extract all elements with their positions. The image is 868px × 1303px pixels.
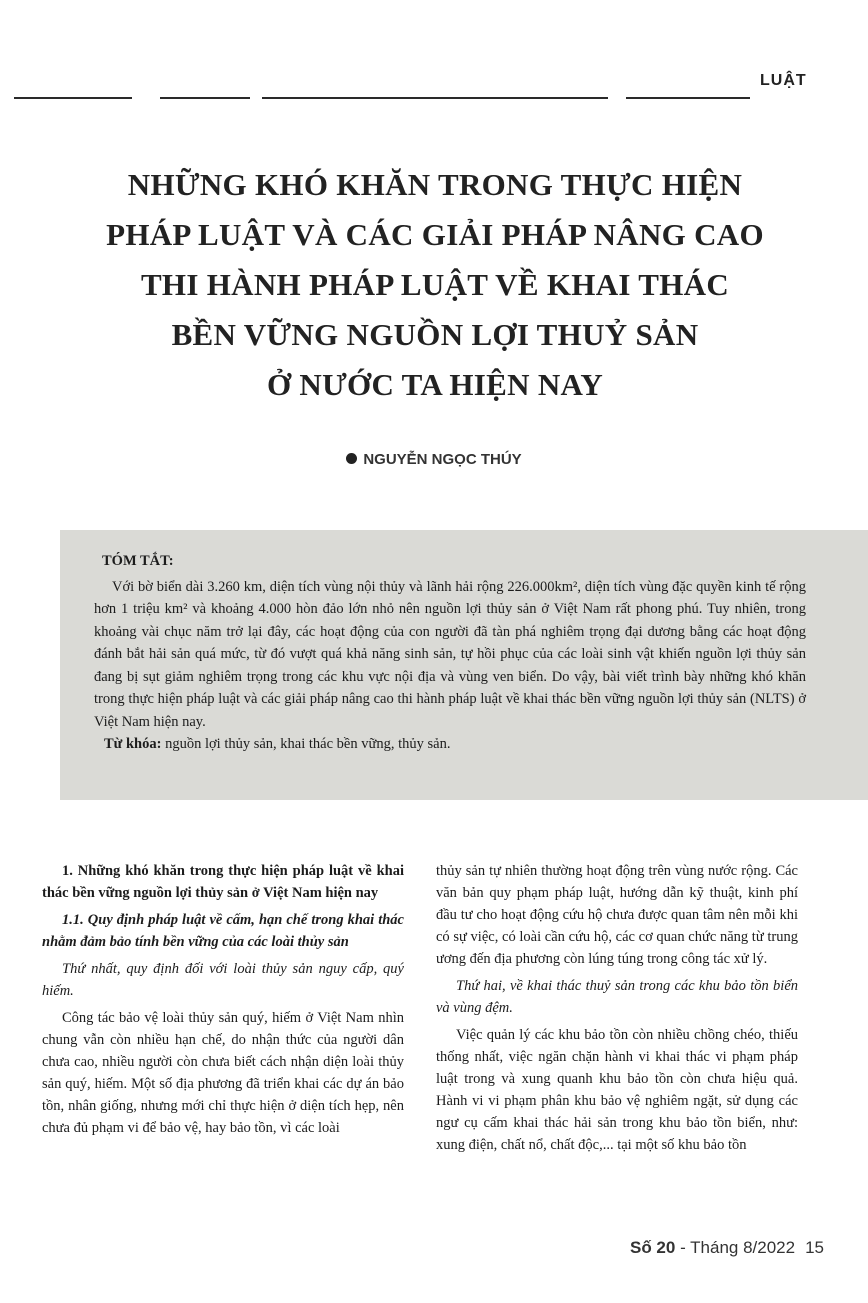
page-footer: [630, 1238, 824, 1258]
title-line: PHÁP LUẬT VÀ CÁC GIẢI PHÁP NÂNG CAO: [106, 217, 764, 252]
page-number: 15: [805, 1238, 824, 1257]
right-column: [436, 860, 798, 1161]
section-heading: 1. Những khó khăn trong thực hiện pháp luật về khai thác bền vững nguồn lợi thủy sản ở Việt Nam hiện nay: [42, 863, 404, 901]
article-title: [40, 160, 830, 410]
body-paragraph: Việc quản lý các khu bảo tồn còn nhiều chồng chéo, thiếu thống nhất, việc ngăn chặn hành vi khai thác vi phạm pháp luật trong và xung quanh khu bảo tồn còn chưa hiệu quả. Hành vi vi phạm phân khu bảo vệ nghiêm ngặt, sử dụng các ngư cụ cấm khai thác hải sản trong khu bảo tồn biển, như: xung điện, chất nổ, chất độc,... tại một số khu bảo tồn: [436, 1027, 798, 1153]
abstract-box: [60, 530, 868, 800]
abstract-heading: TÓM TẮT:: [102, 553, 174, 569]
left-column: [42, 860, 404, 1144]
title-line: BỀN VỮNG NGUỒN LỢI THUỶ SẢN: [171, 317, 699, 352]
title-line: Ở NƯỚC TA HIỆN NAY: [266, 367, 604, 402]
keywords-text: nguồn lợi thủy sản, khai thác bền vững, thủy sản.: [161, 736, 451, 752]
issue-date: - Tháng 8/2022: [675, 1238, 796, 1257]
italic-subheading: Thứ nhất, quy định đối với loài thủy sản nguy cấp, quý hiếm.: [42, 961, 404, 999]
abstract-body: Với bờ biển dài 3.260 km, diện tích vùng nội thủy và lãnh hải rộng 226.000km², diện tích vùng đặc quyền kinh tế rộng hơn 1 triệu km² và khoảng 4.000 hòn đảo lớn nhỏ nên nguồn lợi thủy sản ở Việt Nam rất phong phú. Tuy nhiên, trong khoảng vài chục năm trở lại đây, các hoạt động của con người đã tàn phá nghiêm trọng đại dương bằng các hoạt động đánh bắt hải sản quá mức, từ đó vượt quá khả năng sinh sản, tự hồi phục của các loài sinh vật khiến nguồn lợi thủy sản đang bị sụt giảm nghiêm trọng trong các khu vực nội địa và vùng ven biển. Do vậy, bài viết trình bày những khó khăn trong thực hiện pháp luật và các giải pháp nâng cao thi hành pháp luật về khai thác bền vững nguồn lợi thủy sản (NLTS) ở Việt Nam hiện nay.: [94, 578, 806, 730]
italic-subheading: Thứ hai, về khai thác thuỷ sản trong các khu bảo tồn biển và vùng đệm.: [436, 978, 798, 1016]
author-byline: [0, 451, 868, 468]
bullet-icon: [346, 453, 357, 464]
title-line: NHỮNG KHÓ KHĂN TRONG THỰC HIỆN: [127, 167, 743, 202]
subsection-heading: 1.1. Quy định pháp luật về cấm, hạn chế trong khai thác nhằm đảm bảo tính bền vững của các loài thủy sản: [42, 912, 404, 950]
keywords-label: Từ khóa:: [104, 736, 162, 752]
header-rule-1: [14, 97, 132, 99]
header-rule-4: [626, 97, 750, 99]
keywords: [94, 733, 806, 756]
header-rule-2: [160, 97, 250, 99]
author-name: NGUYỄN NGỌC THÚY: [363, 451, 522, 468]
abstract-content: [94, 550, 806, 756]
body-paragraph: Công tác bảo vệ loài thủy sản quý, hiếm ở Việt Nam nhìn chung vẫn còn nhiều hạn chế, do nhận thức của người dân chưa cao, nhiều người còn chưa biết cách nhận diện loài thủy sản quý, hiếm. Một số địa phương đã triển khai các dự án bảo tồn, nhân giống, nhưng mới chỉ thực hiện ở diện tích hẹp, nên chưa đủ phạm vi để bảo vệ, hay bảo tồn, vì các loài: [42, 1010, 404, 1136]
issue-number: Số 20: [629, 1238, 676, 1257]
body-paragraph: thủy sản tự nhiên thường hoạt động trên vùng nước rộng. Các văn bản quy phạm pháp luật, hướng dẫn kỹ thuật, kinh phí đầu tư cho hoạt động cứu hộ chưa được quan tâm nên mỗi khi có sự việc, có loài cần cứu hộ, các cơ quan chức năng từ trung ương đến địa phương còn lúng túng trong công tác xử lý.: [436, 863, 798, 967]
header-rule-3: [262, 97, 608, 99]
section-label: LUẬT: [760, 72, 807, 89]
title-line: THI HÀNH PHÁP LUẬT VỀ KHAI THÁC: [140, 267, 730, 302]
